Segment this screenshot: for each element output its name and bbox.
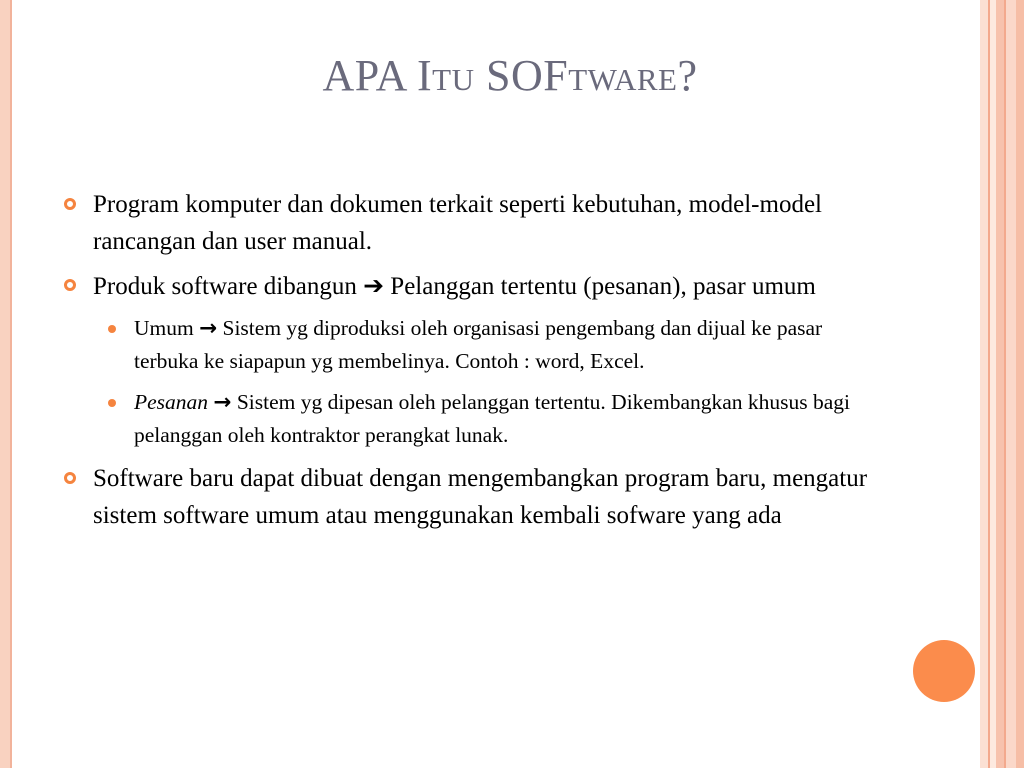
bullet-item <box>60 460 890 534</box>
ring-bullet-icon <box>64 472 76 484</box>
sub-bullet-item <box>60 312 890 378</box>
bullet-text: Software baru dapat dibuat dengan mengembangkan program baru, mengatur sistem software umum atau menggunakan kembali sofware yang ada <box>93 465 868 529</box>
bullet-text-after: Pelanggan tertentu (pesanan), pasar umum <box>384 273 816 300</box>
slide-content <box>60 186 890 541</box>
bullet-item <box>60 267 890 305</box>
stripe <box>980 0 988 768</box>
dot-bullet-icon <box>108 399 116 407</box>
sub-text: Sistem yg diproduksi oleh organisasi pengembang dan dijual ke pasar terbuka ke siapapun yg membelinya. Contoh : word, Excel. <box>134 316 823 373</box>
bullet-text: Program komputer dan dokumen terkait seperti kebutuhan, model-model rancangan dan user manual. <box>93 191 822 255</box>
arrow-icon: → <box>199 316 218 341</box>
stripe <box>996 0 1004 768</box>
slide-title: APA Itu SOFtware? <box>322 51 698 100</box>
arrow-icon: → <box>213 390 232 415</box>
ring-bullet-icon <box>64 198 76 210</box>
left-border-stripe <box>0 0 12 768</box>
arrow-icon: ➔ <box>363 271 385 300</box>
sub-term: Pesanan <box>134 390 214 414</box>
right-border-stripes <box>980 0 1024 768</box>
sub-text: Sistem yg dipesan oleh pelanggan tertentu. Dikembangkan khusus bagi pelanggan oleh kontraktor perangkat lunak. <box>134 390 851 447</box>
stripe <box>1016 0 1024 768</box>
sub-term: Umum <box>134 316 200 340</box>
stripe <box>1006 0 1016 768</box>
dot-bullet-icon <box>108 325 116 333</box>
decorative-circle <box>913 640 975 702</box>
sub-bullet-item <box>60 386 890 452</box>
bullet-text-before: Produk software dibangun <box>93 273 364 300</box>
bullet-item <box>60 186 890 260</box>
sub-list <box>60 312 890 452</box>
ring-bullet-icon <box>64 279 76 291</box>
